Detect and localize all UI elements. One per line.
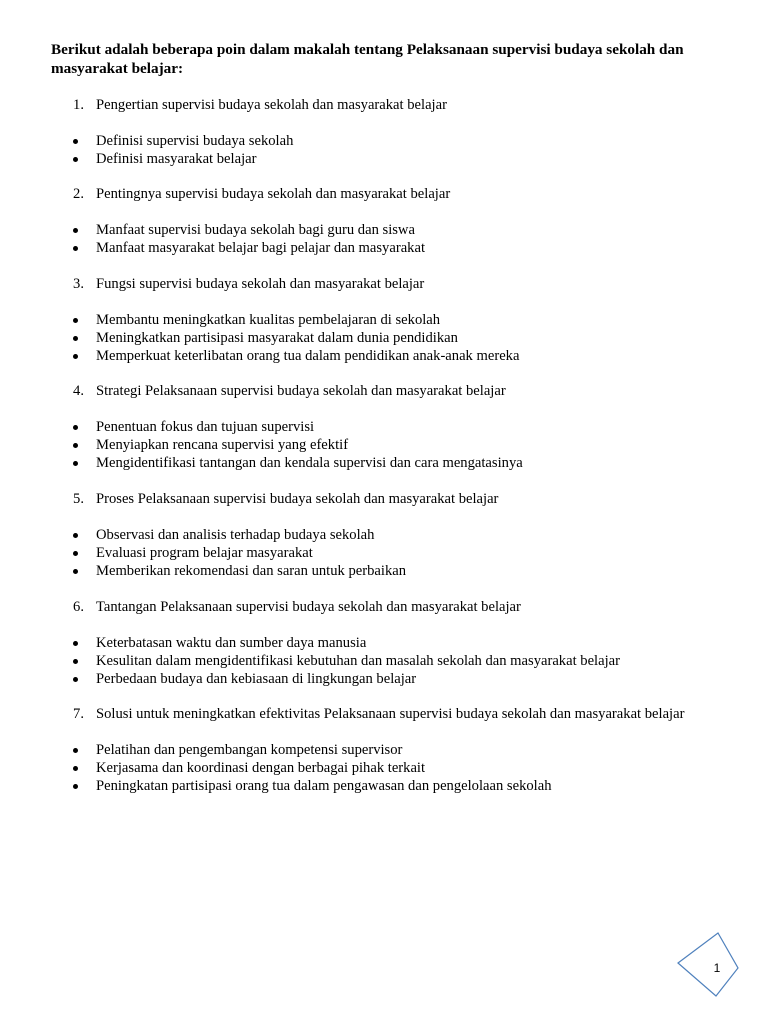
bullet-text: Mengidentifikasi tantangan dan kendala supervisi dan cara mengatasinya (96, 455, 523, 471)
list-item (0, 454, 768, 472)
list-item (0, 544, 768, 562)
list-item (0, 759, 768, 777)
list-item (0, 741, 768, 759)
section-title: Tantangan Pelaksanaan supervisi budaya sekolah dan masyarakat belajar (96, 599, 521, 615)
list-item (0, 436, 768, 454)
bullet-text: Keterbatasan waktu dan sumber daya manusia (96, 635, 367, 651)
bullet-text: Memberikan rekomendasi dan saran untuk perbaikan (96, 563, 407, 579)
bullet-text: Kesulitan dalam mengidentifikasi kebutuhan dan masalah sekolah dan masyarakat belajar (96, 653, 620, 669)
section-title: Pengertian supervisi budaya sekolah dan masyarakat belajar (96, 97, 447, 113)
section-number: 3. (73, 276, 84, 292)
section-heading (0, 705, 768, 723)
list-item (0, 562, 768, 580)
bullet-dot-icon (73, 551, 78, 556)
bullet-dot-icon (73, 784, 78, 789)
section-title: Strategi Pelaksanaan supervisi budaya sekolah dan masyarakat belajar (96, 383, 506, 399)
bullet-text: Definisi masyarakat belajar (96, 151, 257, 167)
list-item (0, 526, 768, 544)
list-section (0, 598, 768, 687)
bullet-list (0, 311, 768, 365)
bullet-dot-icon (73, 318, 78, 323)
list-section (0, 382, 768, 471)
bullet-text: Definisi supervisi budaya sekolah (96, 133, 294, 149)
section-heading (0, 275, 768, 293)
section-heading (0, 382, 768, 400)
list-item (0, 347, 768, 365)
section-number: 1. (73, 97, 84, 113)
page-number: 1 (713, 961, 721, 975)
list-item (0, 670, 768, 688)
bullet-list (0, 634, 768, 688)
section-heading (0, 598, 768, 616)
list-item (0, 221, 768, 239)
section-number: 2. (73, 186, 84, 202)
bullet-dot-icon (73, 336, 78, 341)
list-item (0, 329, 768, 347)
list-section (0, 185, 768, 256)
bullet-dot-icon (73, 246, 78, 251)
bullet-text: Menyiapkan rencana supervisi yang efektif (96, 437, 349, 453)
bullet-dot-icon (73, 139, 78, 144)
bullet-list (0, 526, 768, 580)
section-number: 5. (73, 491, 84, 507)
list-item (0, 652, 768, 670)
list-section (0, 490, 768, 579)
bullet-text: Kerjasama dan koordinasi dengan berbagai pihak terkait (96, 760, 426, 776)
bullet-dot-icon (73, 228, 78, 233)
bullet-text: Observasi dan analisis terhadap budaya sekolah (96, 527, 375, 543)
list-item (0, 634, 768, 652)
section-title: Proses Pelaksanaan supervisi budaya sekolah dan masyarakat belajar (96, 491, 499, 507)
list-item (0, 418, 768, 436)
list-section (0, 275, 768, 364)
bullet-text: Membantu meningkatkan kualitas pembelajaran di sekolah (96, 312, 441, 328)
bullet-list (0, 418, 768, 472)
bullet-text: Memperkuat keterlibatan orang tua dalam pendidikan anak-anak mereka (96, 348, 520, 364)
list-item (0, 150, 768, 168)
list-item (0, 132, 768, 150)
bullet-dot-icon (73, 659, 78, 664)
bullet-text: Penentuan fokus dan tujuan supervisi (96, 419, 315, 435)
bullet-text: Meningkatkan partisipasi masyarakat dalam dunia pendidikan (96, 330, 458, 346)
bullet-dot-icon (73, 425, 78, 430)
section-number: 6. (73, 599, 84, 615)
bullet-dot-icon (73, 569, 78, 574)
bullet-list (0, 741, 768, 795)
list-item (0, 311, 768, 329)
list-item (0, 777, 768, 795)
section-heading (0, 185, 768, 203)
bullet-text: Manfaat masyarakat belajar bagi pelajar dan masyarakat (96, 240, 426, 256)
bullet-dot-icon (73, 533, 78, 538)
list-item (0, 239, 768, 257)
section-number: 7. (73, 706, 84, 722)
section-title: Pentingnya supervisi budaya sekolah dan masyarakat belajar (96, 186, 451, 202)
section-title: Fungsi supervisi budaya sekolah dan masyarakat belajar (96, 276, 425, 292)
bullet-text: Evaluasi program belajar masyarakat (96, 545, 313, 561)
bullet-dot-icon (73, 641, 78, 646)
bullet-dot-icon (73, 157, 78, 162)
bullet-text: Peningkatan partisipasi orang tua dalam pengawasan dan pengelolaan sekolah (96, 778, 552, 794)
bullet-text: Perbedaan budaya dan kebiasaan di lingkungan belajar (96, 671, 417, 687)
section-number: 4. (73, 383, 84, 399)
bullet-dot-icon (73, 461, 78, 466)
section-heading (0, 96, 768, 114)
bullet-dot-icon (73, 677, 78, 682)
section-heading (0, 490, 768, 508)
section-title: Solusi untuk meningkatkan efektivitas Pelaksanaan supervisi budaya sekolah dan masyarakat belajar (96, 706, 685, 722)
bullet-dot-icon (73, 443, 78, 448)
bullet-dot-icon (73, 354, 78, 359)
bullet-list (0, 132, 768, 168)
bullet-text: Manfaat supervisi budaya sekolah bagi guru dan siswa (96, 222, 415, 238)
list-section (0, 705, 768, 794)
bullet-dot-icon (73, 748, 78, 753)
bullet-list (0, 221, 768, 257)
list-section (0, 96, 768, 167)
bullet-text: Pelatihan dan pengembangan kompetensi supervisor (96, 742, 403, 758)
bullet-dot-icon (73, 766, 78, 771)
intro-heading: Berikut adalah beberapa poin dalam makalah tentang Pelaksanaan supervisi budaya sekolah dan masyarakat belajar: (51, 41, 684, 77)
